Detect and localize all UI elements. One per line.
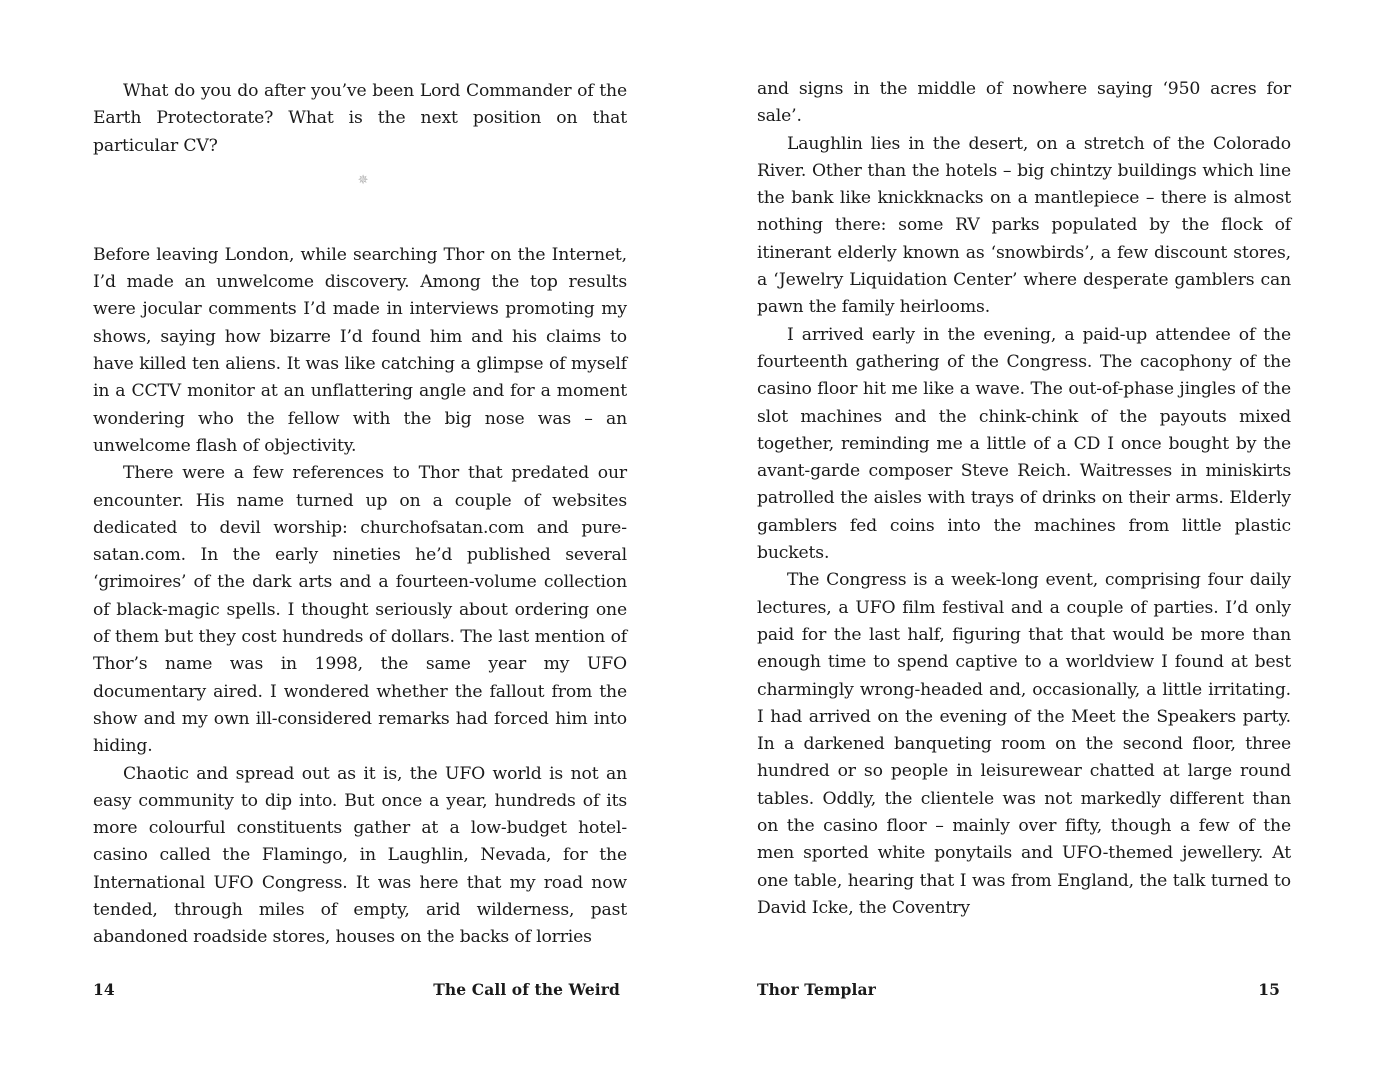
paragraph: The Congress is a week-long event, comprising four daily lectures, a UFO film festival and a couple of parties. I’d only paid for the last half, figuring that that would be more than enough time to spend captive to a worldview I found at best charmingly wrong-headed and, occasionally, a little irritating. I had arrived on the evening of the Meet the Speakers party. In a darkened banqueting room on the second floor, three hundred or so people in leisurewear chatted at large round tables. Oddly, the clientele was not markedly different than on the casino floor – mainly over fifty, though a few of the men sported white ponytails and UFO-themed jewellery. At one table, hearing that I was from England, the talk turned to David Icke, the Coventry [757,570,1291,918]
paragraph: I arrived early in the evening, a paid-up attendee of the fourteenth gathering of the Congress. The cacophony of the casino floor hit me like a wave. The out-of-phase jingles of the slot machines and the chink-chink of the payouts mixed together, reminding me a little of a CD I once bought by the avant-garde composer Steve Reich. Waitresses in miniskirts patrolled the aisles with trays of drinks on their arms. Elderly gamblers fed coins into the machines from little plastic buckets. [757,324,1291,564]
running-head-chapter-title: Thor Templar [757,980,876,999]
paragraph: What do you do after you’ve been Lord Commander of the Earth Protectorate? What is the next position on that particular CV? [93,81,627,156]
right-page-body [757,76,1291,922]
paragraph: There were a few references to Thor that predated our encounter. His name turned up on a couple of websites dedicated to devil worship: churchofsatan.com and puresatan.com. In the early nineties he’d published several ‘grimoires’ of the dark arts and a fourteen-volume collection of black-magic spells. I thought seriously about ordering one of them but they cost hundreds of dollars. The last mention of Thor’s name was in 1998, the same year my UFO documentary aired. I wondered whether the fallout from the show and my own ill-considered remarks had forced him into hiding. [93,463,627,757]
asterisk-ornament-icon: ✵ [357,172,369,188]
right-page [693,0,1386,1080]
left-page-body [93,78,627,952]
paragraph: and signs in the middle of nowhere saying ‘950 acres for sale’. [757,79,1291,127]
section-break [93,160,627,242]
page-number: 15 [1258,980,1280,999]
paragraph: Laughlin lies in the desert, on a stretch of the Colorado River. Other than the hotels – big chintzy buildings which line the bank like knickknacks on a mantlepiece – there is almost nothing there: some RV parks populated by the flock of itinerant elderly known as ‘snowbirds’, a few discount stores, a ‘Jewelry Liquidation Center’ where desperate gamblers can pawn the family heirlooms. [757,133,1291,318]
paragraph: Before leaving London, while searching Thor on the Internet, I’d made an unwelcome discovery. Among the top results were jocular comments I’d made in interviews promoting my shows, saying how bizarre I’d found him and his claims to have killed ten aliens. It was like catching a glimpse of myself in a CCTV monitor at an unflattering angle and for a moment wondering who the fellow with the big nose was – an unwelcome flash of objectivity. [93,244,627,456]
running-head-book-title: The Call of the Weird [433,980,620,999]
page-number: 14 [93,980,115,999]
paragraph: Chaotic and spread out as it is, the UFO world is not an easy community to dip into. But once a year, hundreds of its more colourful constituents gather at a low-budget hotel-casino called the Flamingo, in Laughlin, Nevada, for the International UFO Congress. It was here that my road now tended, through miles of empty, arid wilderness, past abandoned roadside stores, houses on the backs of lorries [93,763,627,948]
